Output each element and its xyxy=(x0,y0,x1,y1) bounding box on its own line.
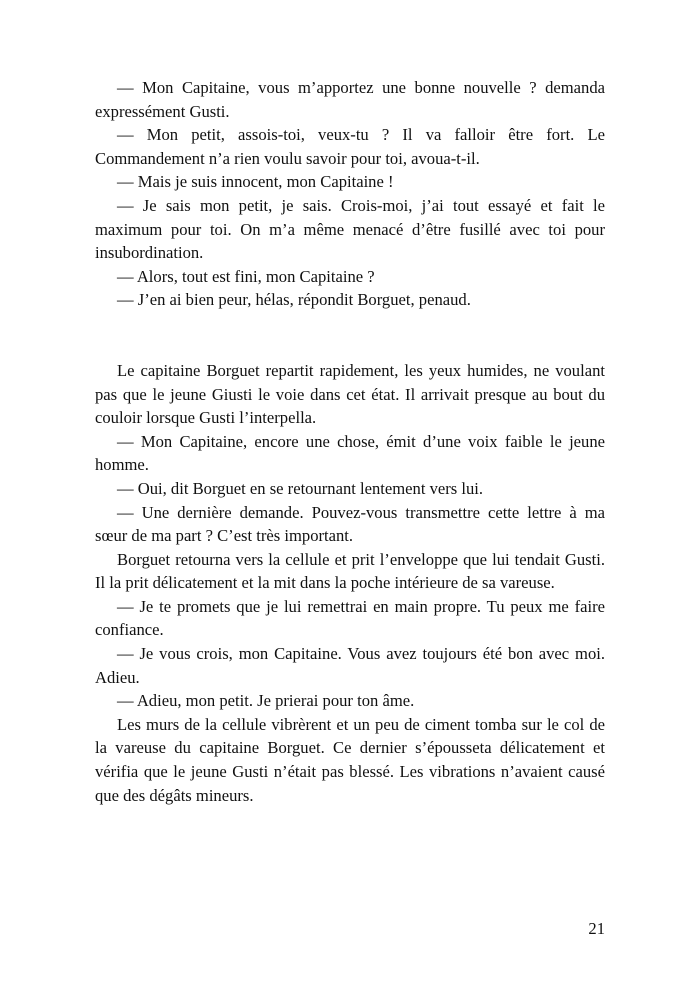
paragraph: — Oui, dit Borguet en se retournant lentement vers lui. xyxy=(117,478,484,498)
paragraph: — Adieu, mon petit. Je prierai pour ton âme. xyxy=(117,691,415,711)
paragraph: — Mon Capitaine, encore une chose, émit d’une voix faible le jeune homme. xyxy=(95,431,605,475)
page-number: 21 xyxy=(588,919,605,938)
paragraph: — J’en ai bien peur, hélas, répondit Borguet, penaud. xyxy=(117,290,471,310)
paragraph: Borguet retourna vers la cellule et prit l’enveloppe que lui tendait Gusti. Il la prit délicatement et la mit dans la poche intérieure de sa vareuse. xyxy=(95,549,605,593)
paragraph: — Alors, tout est fini, mon Capitaine ? xyxy=(117,266,375,286)
paragraph: — Mon Capitaine, vous m’apportez une bonne nouvelle ? demanda expressément Gusti. xyxy=(95,78,605,121)
paragraph: — Je te promets que je lui remettrai en main propre. Tu peux me faire confiance. xyxy=(95,596,605,640)
section-break xyxy=(95,312,605,359)
paragraph: — Une dernière demande. Pouvez-vous transmettre cette lettre à ma sœur de ma part ? C’est très important. xyxy=(95,502,605,546)
paragraph: — Je sais mon petit, je sais. Crois-moi, j’ai tout essayé et fait le maximum pour toi. On m’a même menacé d’être fusillé avec toi pour insubordination. xyxy=(95,195,605,263)
paragraph: Le capitaine Borguet repartit rapidement, les yeux humides, ne voulant pas que le jeune Giusti le voie dans cet état. Il arrivait presque au bout du couloir lorsque Gusti l’interpella. xyxy=(95,360,605,428)
paragraph: Les murs de la cellule vibrèrent et un peu de ciment tomba sur le col de la vareuse du capitaine Borguet. Ce dernier s’épousseta délicatement et vérifia que le jeune Gusti n’était pas blessé. Les vibrations n’avaient causé que des dégâts mineurs. xyxy=(95,714,605,805)
paragraph: — Mon petit, assois-toi, veux-tu ? Il va falloir être fort. Le Commandement n’a rien voulu savoir pour toi, avoua-t-il. xyxy=(95,125,605,168)
page-body xyxy=(95,76,605,807)
paragraph: — Je vous crois, mon Capitaine. Vous avez toujours été bon avec moi. Adieu. xyxy=(95,644,605,687)
paragraph: — Mais je suis innocent, mon Capitaine ! xyxy=(117,172,394,192)
